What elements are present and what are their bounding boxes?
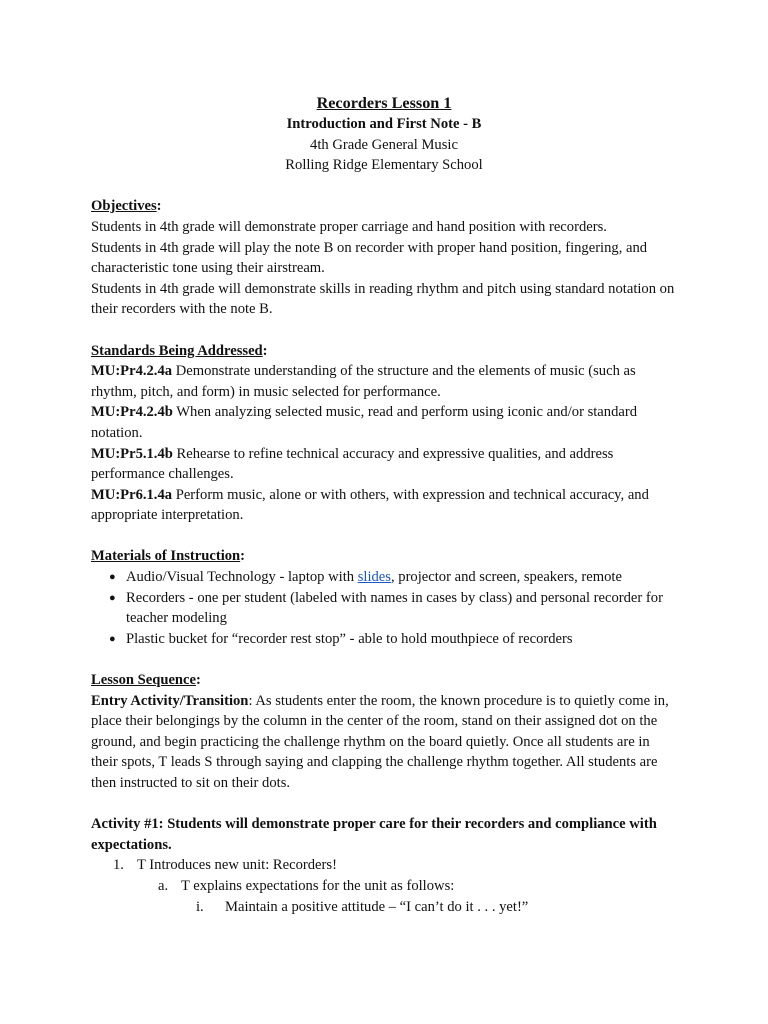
slides-link[interactable]: slides (357, 569, 391, 586)
document-header (91, 92, 677, 176)
bullet-icon: ● (109, 571, 116, 584)
list-marker: a. (158, 877, 169, 894)
list-item: a. T explains expectations for the unit as follows: (91, 876, 677, 897)
objective-item: Students in 4th grade will play the note B on recorder with proper hand position, fingering, and characteristic tone using their airstream. (91, 239, 648, 277)
school-line: Rolling Ridge Elementary School (285, 157, 483, 174)
list-item: ● Plastic bucket for “recorder rest stop” - able to hold mouthpiece of recorders (91, 629, 677, 650)
bullet-icon: ● (109, 591, 116, 604)
standard-item (91, 402, 677, 443)
materials-heading: Materials of Instruction: (91, 548, 246, 565)
activity-1-heading: Activity #1: Students will demonstrate proper care for their recorders and compliance with expectations. (91, 816, 657, 853)
lesson-subtitle: Introduction and First Note - B (286, 116, 482, 132)
objectives-section (91, 196, 677, 320)
standard-text: When analyzing selected music, read and perform using iconic and/or standard notation. (91, 404, 638, 441)
entry-activity-label: Entry Activity/Transition (91, 692, 249, 709)
standard-item (91, 361, 677, 402)
standard-code: MU:Pr4.2.4a (91, 363, 173, 380)
objectives-heading: Objectives: (91, 198, 162, 215)
list-item: ● Audio/Visual Technology - laptop with slides, projector and screen, speakers, remote (91, 567, 677, 588)
entry-activity-text: : As students enter the room, the known procedure is to quietly come in, place their belongings by the column in the center of the room, stand on their assigned dot on the ground, and begin practicing the challenge rhythm on the board quietly. Once all students are in their spots, T leads S through saying and clapping the challenge rhythm together. All students are then instructed to sit on their dots. (91, 692, 669, 791)
objective-item: Students in 4th grade will demonstrate proper carriage and hand position with recorders. (91, 218, 607, 235)
list-item: 1. T Introduces new unit: Recorders! (91, 855, 677, 876)
lesson-sequence-section (91, 670, 677, 917)
standard-text: Rehearse to refine technical accuracy and expressive qualities, and address performance challenges. (91, 445, 614, 483)
spacer (91, 320, 677, 341)
spacer (91, 176, 677, 197)
standard-code: MU:Pr4.2.4b (91, 404, 173, 421)
spacer (91, 794, 677, 815)
materials-section (91, 546, 677, 649)
list-marker: i. (196, 898, 204, 915)
spacer (91, 649, 677, 670)
lesson-sequence-heading: Lesson Sequence: (91, 672, 201, 689)
bullet-icon: ● (109, 632, 116, 645)
standard-item (91, 444, 677, 485)
document-content (91, 92, 677, 917)
standard-code: MU:Pr5.1.4b (91, 445, 173, 462)
list-item: ● Recorders - one per student (labeled with names in cases by class) and personal recorder for teacher modeling (109, 589, 663, 627)
grade-line: 4th Grade General Music (310, 136, 458, 153)
standard-text: Demonstrate understanding of the structure and the elements of music (such as rhythm, pitch, and form) in music selected for performance. (91, 363, 636, 400)
spacer (91, 526, 677, 547)
objective-item: Students in 4th grade will demonstrate skills in reading rhythm and pitch using standard notation on their recorders with the note B. (91, 280, 675, 318)
list-item: i. Maintain a positive attitude – “I can’t do it . . . yet!” (91, 897, 677, 918)
standards-section (91, 341, 677, 526)
entry-activity-paragraph (91, 691, 677, 794)
lesson-title: Recorders Lesson 1 (316, 94, 452, 112)
standard-text: Perform music, alone or with others, with expression and technical accuracy, and appropriate interpretation. (91, 486, 649, 524)
list-marker: 1. (113, 857, 124, 874)
standard-code: MU:Pr6.1.4a (91, 486, 173, 503)
materials-list (91, 567, 677, 649)
standards-heading: Standards Being Addressed: (91, 342, 268, 359)
standard-item (91, 485, 677, 526)
